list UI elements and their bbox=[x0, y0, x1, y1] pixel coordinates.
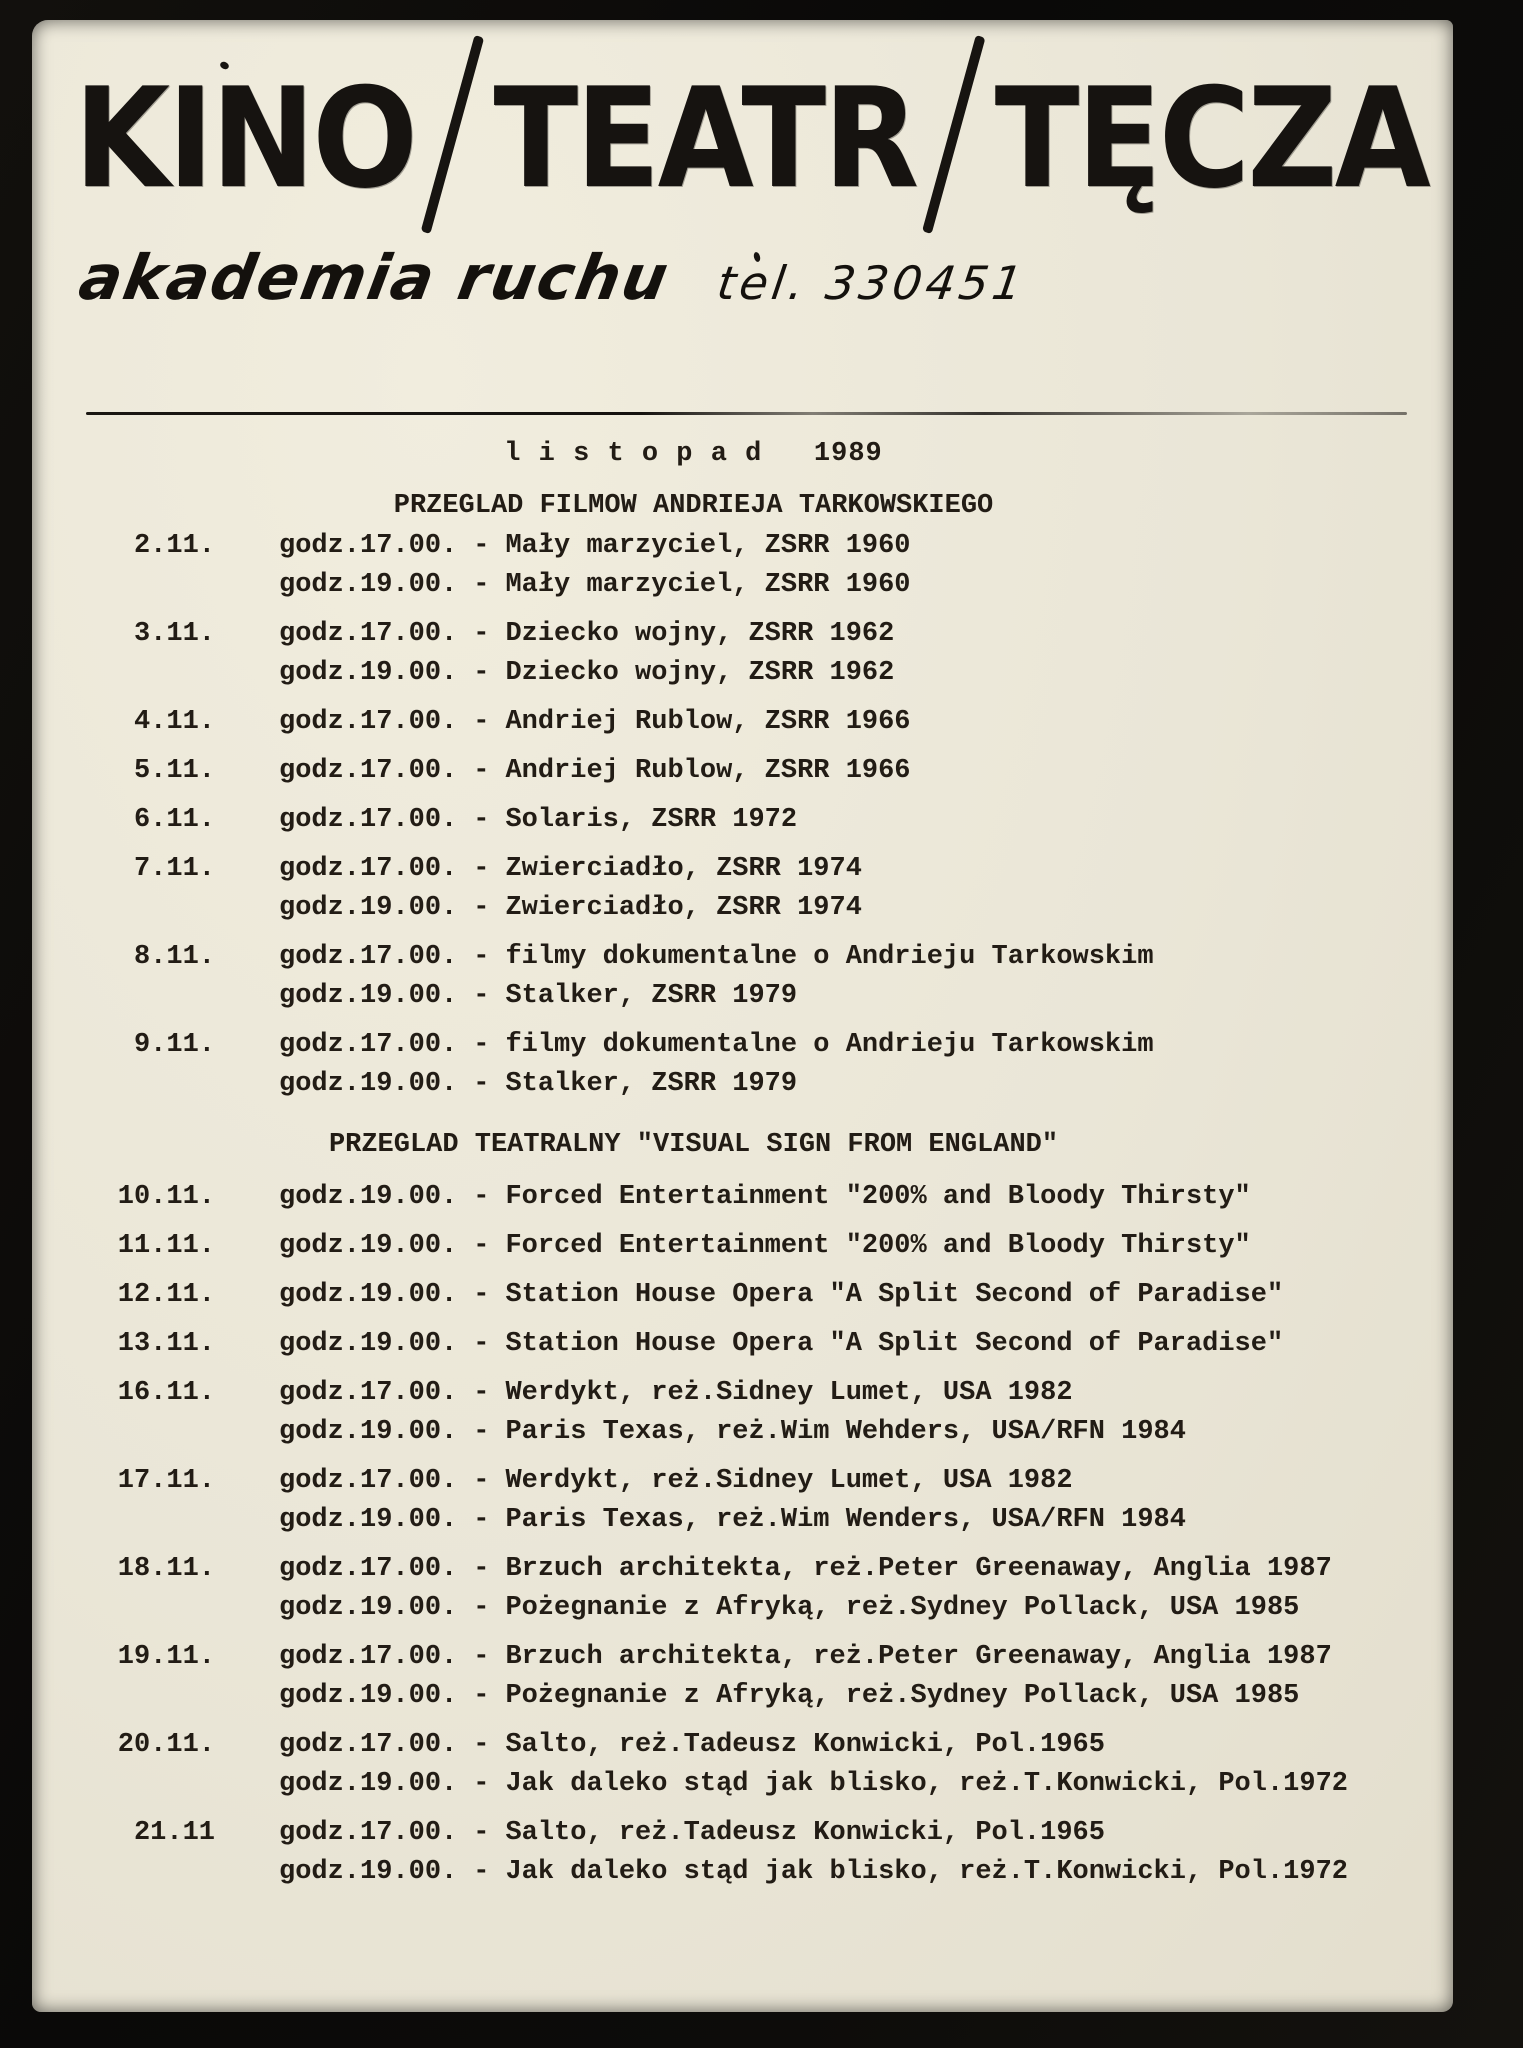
screening-title: Dziecko wojny, ZSRR 1962 bbox=[505, 619, 895, 649]
screening-line bbox=[279, 801, 797, 840]
dash-separator: - bbox=[473, 981, 490, 1011]
screening-time: godz.19.00. bbox=[279, 1505, 458, 1535]
screening-title: Jak daleko stąd jak blisko, reż.T.Konwicki, Pol.1972 bbox=[505, 1769, 1348, 1799]
screening-title: Salto, reż.Tadeusz Konwicki, Pol.1965 bbox=[505, 1730, 1105, 1760]
screening-title: Brzuch architekta, reż.Peter Greenaway, Anglia 1987 bbox=[505, 1554, 1332, 1584]
dash-separator: - bbox=[473, 619, 490, 649]
screening-time: godz.17.00. bbox=[279, 1730, 458, 1760]
schedule-entry bbox=[74, 1325, 1423, 1364]
screening-time: godz.17.00. bbox=[279, 756, 458, 786]
entry-date: 17.11. bbox=[117, 1466, 215, 1496]
poster-title bbox=[74, 58, 1429, 237]
screening-time: godz.17.00. bbox=[279, 1642, 458, 1672]
dash-separator: - bbox=[473, 658, 490, 688]
entry-lines bbox=[279, 1374, 1186, 1452]
dash-separator: - bbox=[473, 1231, 490, 1261]
screening-title: Mały marzyciel, ZSRR 1960 bbox=[505, 570, 911, 600]
entry-date: 6.11. bbox=[133, 805, 215, 835]
schedule-entry bbox=[74, 615, 1423, 693]
screening-time: godz.19.00. bbox=[279, 981, 458, 1011]
screening-line bbox=[279, 977, 1154, 1016]
screening-line bbox=[279, 615, 894, 654]
screening-line bbox=[279, 1276, 1283, 1315]
screening-time: godz.17.00. bbox=[279, 1378, 458, 1408]
entry-date: 18.11. bbox=[117, 1554, 215, 1584]
screening-time: godz.17.00. bbox=[279, 1554, 458, 1584]
dash-separator: - bbox=[473, 805, 490, 835]
schedule-entry bbox=[74, 527, 1423, 605]
entry-date: 2.11. bbox=[133, 531, 215, 561]
screening-title: Paris Texas, reż.Wim Wenders, USA/RFN 1984 bbox=[505, 1505, 1186, 1535]
screening-time: godz.19.00. bbox=[279, 893, 458, 923]
screening-time: godz.17.00. bbox=[279, 619, 458, 649]
screening-title: filmy dokumentalne o Andrieju Tarkowskim bbox=[505, 942, 1154, 972]
entry-lines bbox=[279, 615, 894, 693]
dash-separator: - bbox=[473, 893, 490, 923]
screening-time: godz.17.00. bbox=[279, 805, 458, 835]
screening-title: Andriej Rublow, ZSRR 1966 bbox=[505, 756, 911, 786]
screening-time: godz.17.00. bbox=[279, 1030, 458, 1060]
screening-line bbox=[279, 1638, 1332, 1677]
schedule-entry bbox=[74, 1550, 1423, 1628]
entry-date: 5.11. bbox=[133, 756, 215, 786]
screening-title: Stalker, ZSRR 1979 bbox=[505, 1069, 798, 1099]
screening-line bbox=[279, 1550, 1332, 1589]
screening-line bbox=[279, 1501, 1186, 1540]
dash-separator: - bbox=[473, 1182, 490, 1212]
screening-line bbox=[279, 1462, 1186, 1501]
title-word-tecza: TĘCZA bbox=[994, 58, 1429, 219]
dash-separator: - bbox=[473, 531, 490, 561]
screening-title: Zwierciadło, ZSRR 1974 bbox=[505, 893, 862, 923]
entry-lines bbox=[279, 1814, 1348, 1892]
title-word-teatr: TEATR bbox=[493, 58, 917, 219]
screening-title: Pożegnanie z Afryką, reż.Sydney Pollack, USA 1985 bbox=[505, 1681, 1300, 1711]
screening-line bbox=[279, 1227, 1251, 1266]
screening-line bbox=[279, 703, 911, 742]
screening-title: Pożegnanie z Afryką, reż.Sydney Pollack, USA 1985 bbox=[505, 1593, 1300, 1623]
slash-divider-icon bbox=[421, 35, 484, 234]
screening-time: godz.19.00. bbox=[279, 1857, 458, 1887]
screening-time: godz.19.00. bbox=[279, 1069, 458, 1099]
dash-separator: - bbox=[473, 854, 490, 884]
schedule-entry bbox=[74, 1227, 1423, 1266]
screening-line bbox=[279, 1374, 1186, 1413]
screening-time: godz.19.00. bbox=[279, 1681, 458, 1711]
screening-title: filmy dokumentalne o Andrieju Tarkowskim bbox=[505, 1030, 1154, 1060]
entry-lines bbox=[279, 850, 862, 928]
schedule-entry bbox=[74, 1374, 1423, 1452]
screening-time: godz.19.00. bbox=[279, 1280, 458, 1310]
dash-separator: - bbox=[473, 1505, 490, 1535]
entry-lines bbox=[279, 801, 797, 840]
screening-line bbox=[279, 1178, 1251, 1217]
screening-time: godz.17.00. bbox=[279, 707, 458, 737]
entry-lines bbox=[279, 1325, 1283, 1364]
screening-title: Dziecko wojny, ZSRR 1962 bbox=[505, 658, 895, 688]
dash-separator: - bbox=[473, 1280, 490, 1310]
entry-date: 16.11. bbox=[117, 1378, 215, 1408]
entry-lines bbox=[279, 1462, 1186, 1540]
dash-separator: - bbox=[473, 1769, 490, 1799]
entry-lines bbox=[279, 1276, 1283, 1315]
entry-lines bbox=[279, 1638, 1332, 1716]
divider-rule bbox=[86, 412, 1407, 415]
entry-date: 8.11. bbox=[133, 942, 215, 972]
entry-date: 11.11. bbox=[117, 1231, 215, 1261]
screening-line bbox=[279, 1413, 1186, 1452]
schedule-entry bbox=[74, 1276, 1423, 1315]
screening-title: Station House Opera "A Split Second of Paradise" bbox=[505, 1329, 1284, 1359]
screening-title: Solaris, ZSRR 1972 bbox=[505, 805, 798, 835]
dash-separator: - bbox=[473, 1030, 490, 1060]
screening-line bbox=[279, 1726, 1348, 1765]
dash-separator: - bbox=[473, 1857, 490, 1887]
dash-separator: - bbox=[473, 756, 490, 786]
dash-separator: - bbox=[473, 1681, 490, 1711]
section-heading-tarkowski: PRZEGLAD FILMOW ANDRIEJA TARKOWSKIEGO bbox=[393, 491, 994, 521]
screening-time: godz.19.00. bbox=[279, 1593, 458, 1623]
screening-time: godz.19.00. bbox=[279, 570, 458, 600]
screening-line bbox=[279, 1814, 1348, 1853]
entry-date: 19.11. bbox=[117, 1642, 215, 1672]
handwritten-subtitle: akademia ruchu bbox=[74, 241, 676, 314]
handwritten-phone: tel. 330451 bbox=[714, 256, 1030, 310]
entry-lines bbox=[279, 1026, 1154, 1104]
screening-line bbox=[279, 1677, 1332, 1716]
entry-date: 10.11. bbox=[117, 1182, 215, 1212]
slash-divider-icon bbox=[922, 35, 985, 234]
screening-title: Forced Entertainment "200% and Bloody Thirsty" bbox=[505, 1182, 1251, 1212]
screening-line bbox=[279, 1589, 1332, 1628]
schedule-entry bbox=[74, 1814, 1423, 1892]
handwritten-row bbox=[74, 241, 1423, 314]
screening-line bbox=[279, 1065, 1154, 1104]
screening-title: Jak daleko stąd jak blisko, reż.T.Konwicki, Pol.1972 bbox=[505, 1857, 1348, 1887]
screening-title: Andriej Rublow, ZSRR 1966 bbox=[505, 707, 911, 737]
entry-lines bbox=[279, 1178, 1251, 1217]
screening-time: godz.17.00. bbox=[279, 854, 458, 884]
schedule-entry bbox=[74, 801, 1423, 840]
screening-line bbox=[279, 938, 1154, 977]
screening-line bbox=[279, 527, 911, 566]
screening-title: Brzuch architekta, reż.Peter Greenaway, Anglia 1987 bbox=[505, 1642, 1332, 1672]
entry-lines bbox=[279, 1550, 1332, 1628]
dash-separator: - bbox=[473, 707, 490, 737]
schedule-entry bbox=[74, 752, 1423, 791]
screening-title: Mały marzyciel, ZSRR 1960 bbox=[505, 531, 911, 561]
screening-title: Forced Entertainment "200% and Bloody Thirsty" bbox=[505, 1231, 1251, 1261]
dash-separator: - bbox=[473, 1329, 490, 1359]
entry-date: 12.11. bbox=[117, 1280, 215, 1310]
section-heading-visual-sign: PRZEGLAD TEATRALNY "VISUAL SIGN FROM ENGLAND" bbox=[328, 1130, 1059, 1160]
screening-line bbox=[279, 889, 862, 928]
dash-separator: - bbox=[473, 1593, 490, 1623]
schedule-entry bbox=[74, 938, 1423, 1016]
screening-line bbox=[279, 566, 911, 605]
screening-time: godz.19.00. bbox=[279, 1417, 458, 1447]
schedule-entry bbox=[74, 1462, 1423, 1540]
screening-time: godz.17.00. bbox=[279, 531, 458, 561]
screening-time: godz.17.00. bbox=[279, 942, 458, 972]
screening-line bbox=[279, 1853, 1348, 1892]
entry-date: 3.11. bbox=[133, 619, 215, 649]
schedule-entry bbox=[74, 1026, 1423, 1104]
screening-line bbox=[279, 654, 894, 693]
screening-time: godz.19.00. bbox=[279, 1329, 458, 1359]
screening-time: godz.19.00. bbox=[279, 1231, 458, 1261]
entry-lines bbox=[279, 1227, 1251, 1266]
entry-lines bbox=[279, 527, 911, 605]
entry-lines bbox=[279, 938, 1154, 1016]
dash-separator: - bbox=[473, 1069, 490, 1099]
screening-title: Werdykt, reż.Sidney Lumet, USA 1982 bbox=[505, 1466, 1073, 1496]
dash-separator: - bbox=[473, 942, 490, 972]
dash-separator: - bbox=[473, 1642, 490, 1672]
entry-lines bbox=[279, 752, 911, 791]
screening-title: Salto, reż.Tadeusz Konwicki, Pol.1965 bbox=[505, 1818, 1105, 1848]
screening-title: Zwierciadło, ZSRR 1974 bbox=[505, 854, 862, 884]
entry-date: 9.11. bbox=[133, 1030, 215, 1060]
dash-separator: - bbox=[473, 570, 490, 600]
screening-time: godz.19.00. bbox=[279, 658, 458, 688]
dash-separator: - bbox=[473, 1818, 490, 1848]
schedule-entry bbox=[74, 850, 1423, 928]
entry-lines bbox=[279, 703, 911, 742]
schedule-entry bbox=[74, 1178, 1423, 1217]
schedule-entry bbox=[74, 1726, 1423, 1804]
entry-date: 20.11. bbox=[117, 1730, 215, 1760]
schedule-entry bbox=[74, 1638, 1423, 1716]
screening-time: godz.19.00. bbox=[279, 1182, 458, 1212]
title-word-kino: KINO bbox=[74, 58, 416, 219]
screening-line bbox=[279, 1026, 1154, 1065]
schedule-entry bbox=[74, 703, 1423, 742]
screening-line bbox=[279, 850, 862, 889]
month-year-header: l i s t o p a d 1989 bbox=[504, 439, 883, 469]
screening-time: godz.17.00. bbox=[279, 1818, 458, 1848]
screening-time: godz.19.00. bbox=[279, 1769, 458, 1799]
screening-line bbox=[279, 1325, 1283, 1364]
screening-title: Paris Texas, reż.Wim Wehders, USA/RFN 1984 bbox=[505, 1417, 1186, 1447]
entry-lines bbox=[279, 1726, 1348, 1804]
screening-time: godz.17.00. bbox=[279, 1466, 458, 1496]
schedule-tarkowski bbox=[74, 527, 1423, 1104]
dash-separator: - bbox=[473, 1554, 490, 1584]
screening-title: Werdykt, reż.Sidney Lumet, USA 1982 bbox=[505, 1378, 1073, 1408]
dash-separator: - bbox=[473, 1730, 490, 1760]
dash-separator: - bbox=[473, 1417, 490, 1447]
entry-date: 7.11. bbox=[133, 854, 215, 884]
screening-line bbox=[279, 1765, 1348, 1804]
screening-title: Stalker, ZSRR 1979 bbox=[505, 981, 798, 1011]
entry-date: 13.11. bbox=[117, 1329, 215, 1359]
schedule-visual-sign bbox=[74, 1178, 1423, 1892]
poster-content bbox=[74, 20, 1429, 1902]
screening-title: Station House Opera "A Split Second of Paradise" bbox=[505, 1280, 1284, 1310]
screening-line bbox=[279, 752, 911, 791]
entry-date: 21.11 bbox=[133, 1818, 215, 1848]
dash-separator: - bbox=[473, 1466, 490, 1496]
entry-date: 4.11. bbox=[133, 707, 215, 737]
dash-separator: - bbox=[473, 1378, 490, 1408]
paper bbox=[32, 20, 1453, 2012]
